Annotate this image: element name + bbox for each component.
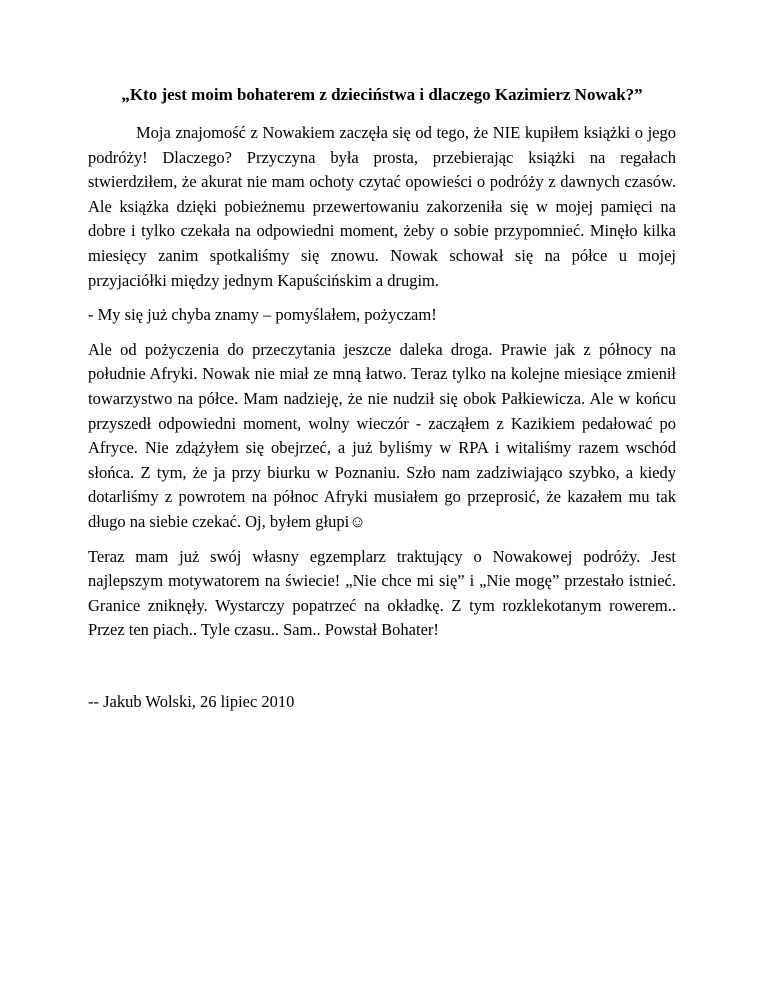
paragraph-reading: Ale od pożyczenia do przeczytania jeszcze daleka droga. Prawie jak z północy na południe Afryki. Nowak nie miał ze mną łatwo. Teraz tylko na kolejne miesiące zmienił towarzystwo na półce. Mam nadzieję, że nie nudził się obok Pałkiewicza. Ale w końcu przyszedł odpowiedni moment, wolny wieczór - zacząłem z Kazikiem pedałować po Afryce. Nie zdążyłem się obejrzeć, a już byliśmy w RPA i witaliśmy razem wschód słońca. Z tym, że ja przy biurku w Poznaniu. Szło nam zadziwiająco szybko, a kiedy dotarliśmy z powrotem na północ Afryki musiałem go przeprosić, że kazałem mu tak długo na siebie czekać. Oj, byłem głupi☺	[88, 339, 676, 531]
paragraph-intro: Moja znajomość z Nowakiem zaczęła się od tego, że NIE kupiłem książki o jego podróży! Dlaczego? Przyczyna była prosta, przebierając książki na regałach stwierdziłem, że akurat nie mam ochoty czytać opowieści o podróży z dawnych czasów. Ale książka dzięki pobieżnemu przewertowaniu zakorzeniła się w mojej pamięci na dobre i tylko czekała na odpowiedni moment, żeby o sobie przypomnieć. Minęło kilka miesięcy zanim spotkaliśmy się znowu. Nowak schował się na półce u mojej przyjaciółki między jednym Kapuścińskim a drugim.	[88, 123, 676, 290]
paragraph-dialogue: - My się już chyba znamy – pomyślałem, pożyczam!	[88, 305, 437, 325]
signature: -- Jakub Wolski, 26 lipiec 2010	[88, 691, 295, 711]
paragraph-conclusion: Teraz mam już swój własny egzemplarz traktujący o Nowakowej podróży. Jest najlepszym motywatorem na świecie! „Nie chce mi się” i „Nie mogę” przestało istnieć. Granice zniknęły. Wystarczy popatrzeć na okładkę. Z tym rozklekotanym rowerem.. Przez ten piach.. Tyle czasu.. Sam.. Powstał Bohater!	[88, 546, 676, 640]
document-title: „Kto jest moim bohaterem z dzieciństwa i dlaczego Kazimierz Nowak?”	[121, 85, 643, 104]
document-page	[88, 70, 676, 714]
